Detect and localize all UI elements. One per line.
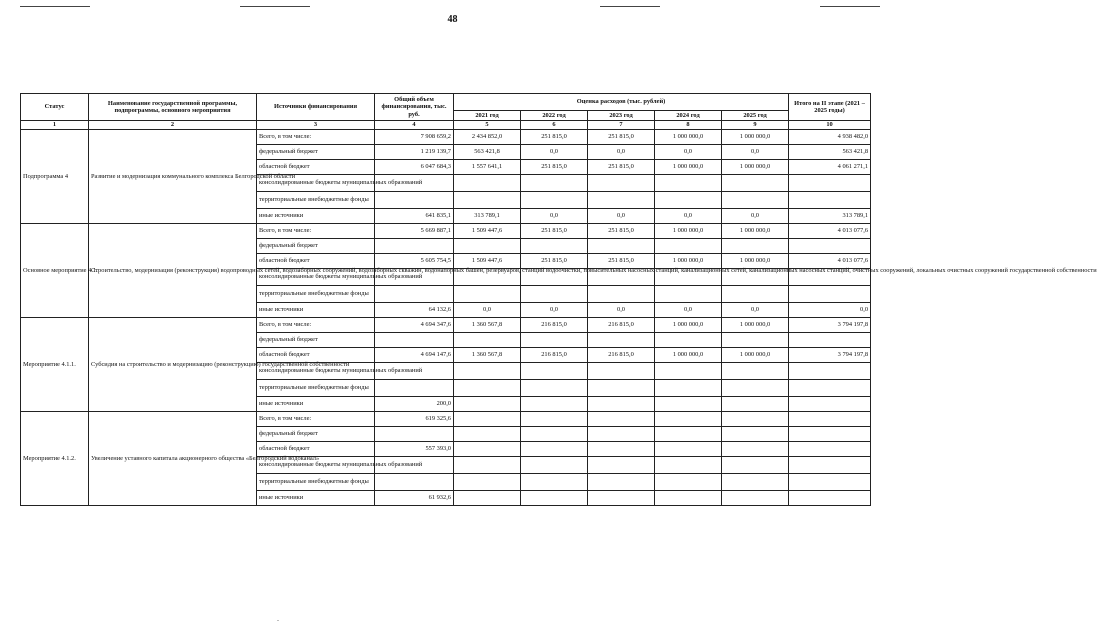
funding-source: консолидированные бюджеты муниципальных образований xyxy=(257,457,375,474)
amount-cell: 3 794 197,8 xyxy=(789,348,871,363)
amount-cell xyxy=(789,412,871,427)
amount-cell: 0,0 xyxy=(454,303,521,318)
amount-cell xyxy=(789,363,871,380)
amount-cell xyxy=(588,286,655,303)
row-name: Строительство, модернизация (реконструкция) водопроводных сетей, водозаборных сооружений, водозаборных скважин, водонапорных башен, резервуаров, станций водоочистки, повысительных насосных станций, канализационных сетей, канализационных насосных станций, очистных сооружений, локальных очистных сооружений государственной собственности xyxy=(89,224,257,318)
amount-cell: 61 932,6 xyxy=(375,491,454,506)
amount-cell xyxy=(588,239,655,254)
amount-cell xyxy=(722,175,789,192)
amount-cell: 216 815,0 xyxy=(588,318,655,333)
amount-cell xyxy=(375,286,454,303)
amount-cell xyxy=(655,192,722,209)
amount-cell: 0,0 xyxy=(722,303,789,318)
amount-cell xyxy=(655,363,722,380)
amount-cell: 4 061 271,1 xyxy=(789,160,871,175)
table-row xyxy=(21,318,871,333)
table-row xyxy=(21,412,871,427)
column-number: 6 xyxy=(521,121,588,130)
amount-cell xyxy=(375,427,454,442)
amount-cell: 1 000 000,0 xyxy=(722,160,789,175)
funding-source: федеральный бюджет xyxy=(257,239,375,254)
amount-cell: 1 000 000,0 xyxy=(722,130,789,145)
amount-cell xyxy=(521,474,588,491)
amount-cell xyxy=(722,474,789,491)
amount-cell xyxy=(722,239,789,254)
amount-cell xyxy=(588,427,655,442)
scan-artifact-line xyxy=(600,6,660,7)
amount-cell xyxy=(655,333,722,348)
amount-cell xyxy=(521,457,588,474)
funding-source: областной бюджет xyxy=(257,348,375,363)
row-status: Мероприятие 4.1.1. xyxy=(21,318,89,412)
amount-cell: 7 908 659,2 xyxy=(375,130,454,145)
amount-cell xyxy=(454,175,521,192)
amount-cell: 1 000 000,0 xyxy=(722,348,789,363)
funding-source: областной бюджет xyxy=(257,254,375,269)
amount-cell xyxy=(454,427,521,442)
amount-cell xyxy=(789,380,871,397)
amount-cell xyxy=(722,363,789,380)
column-number: 5 xyxy=(454,121,521,130)
amount-cell: 251 815,0 xyxy=(588,160,655,175)
row-name: Увеличение уставного капитала акционерного общества «Белгородский водоканал» xyxy=(89,412,257,506)
amount-cell: 64 132,6 xyxy=(375,303,454,318)
amount-cell xyxy=(454,363,521,380)
amount-cell: 0,0 xyxy=(722,145,789,160)
amount-cell xyxy=(722,442,789,457)
amount-cell: 216 815,0 xyxy=(521,348,588,363)
funding-source: федеральный бюджет xyxy=(257,145,375,160)
amount-cell: 1 509 447,6 xyxy=(454,254,521,269)
amount-cell: 251 815,0 xyxy=(521,254,588,269)
amount-cell: 641 835,1 xyxy=(375,209,454,224)
amount-cell xyxy=(521,192,588,209)
amount-cell xyxy=(789,442,871,457)
amount-cell: 1 000 000,0 xyxy=(655,130,722,145)
amount-cell: 251 815,0 xyxy=(588,254,655,269)
amount-cell xyxy=(789,333,871,348)
amount-cell: 0,0 xyxy=(655,303,722,318)
amount-cell xyxy=(655,427,722,442)
funding-source: территориальные внебюджетные фонды xyxy=(257,474,375,491)
funding-source: консолидированные бюджеты муниципальных образований xyxy=(257,269,375,286)
amount-cell: 0,0 xyxy=(521,145,588,160)
amount-cell: 1 509 447,6 xyxy=(454,224,521,239)
amount-cell: 251 815,0 xyxy=(521,224,588,239)
amount-cell: 0,0 xyxy=(588,209,655,224)
amount-cell xyxy=(588,412,655,427)
amount-cell: 0,0 xyxy=(655,209,722,224)
header-status: Статус xyxy=(21,94,89,121)
funding-source: федеральный бюджет xyxy=(257,427,375,442)
header-estimate: Оценка расходов (тыс. рублей) xyxy=(454,94,789,111)
amount-cell xyxy=(588,363,655,380)
amount-cell xyxy=(655,474,722,491)
amount-cell: 1 360 567,8 xyxy=(454,348,521,363)
column-number: 1 xyxy=(21,121,89,130)
amount-cell xyxy=(722,491,789,506)
amount-cell xyxy=(789,457,871,474)
stray-mark: . xyxy=(277,614,279,623)
amount-cell xyxy=(789,474,871,491)
amount-cell: 557 393,0 xyxy=(375,442,454,457)
amount-cell xyxy=(521,380,588,397)
amount-cell: 216 815,0 xyxy=(588,348,655,363)
column-number: 7 xyxy=(588,121,655,130)
amount-cell xyxy=(722,286,789,303)
column-number: 8 xyxy=(655,121,722,130)
amount-cell xyxy=(454,286,521,303)
amount-cell: 1 557 641,1 xyxy=(454,160,521,175)
amount-cell xyxy=(789,286,871,303)
amount-cell: 0,0 xyxy=(789,303,871,318)
amount-cell: 5 605 754,5 xyxy=(375,254,454,269)
row-name: Субсидия на строительство и модернизацию (реконструкцию) государственной собственности xyxy=(89,318,257,412)
amount-cell xyxy=(588,442,655,457)
funding-source: Всего, в том числе: xyxy=(257,412,375,427)
amount-cell: 5 669 887,1 xyxy=(375,224,454,239)
amount-cell: 0,0 xyxy=(588,303,655,318)
amount-cell: 0,0 xyxy=(521,303,588,318)
amount-cell xyxy=(588,397,655,412)
amount-cell xyxy=(588,333,655,348)
amount-cell xyxy=(375,239,454,254)
amount-cell: 1 360 567,8 xyxy=(454,318,521,333)
amount-cell xyxy=(454,397,521,412)
amount-cell: 619 325,6 xyxy=(375,412,454,427)
amount-cell xyxy=(655,397,722,412)
amount-cell xyxy=(655,239,722,254)
amount-cell xyxy=(454,442,521,457)
amount-cell: 0,0 xyxy=(722,209,789,224)
scan-artifact-line xyxy=(820,6,880,7)
amount-cell: 4 694 147,6 xyxy=(375,348,454,363)
amount-cell xyxy=(521,286,588,303)
amount-cell xyxy=(722,397,789,412)
amount-cell xyxy=(655,457,722,474)
amount-cell xyxy=(588,380,655,397)
amount-cell xyxy=(588,175,655,192)
amount-cell xyxy=(521,427,588,442)
amount-cell: 3 794 197,8 xyxy=(789,318,871,333)
header-stage-total: Итого на II этапе (2021 – 2025 годы) xyxy=(789,94,871,121)
amount-cell: 313 789,1 xyxy=(454,209,521,224)
amount-cell: 1 000 000,0 xyxy=(655,348,722,363)
amount-cell xyxy=(454,380,521,397)
amount-cell xyxy=(722,333,789,348)
amount-cell: 2 434 852,0 xyxy=(454,130,521,145)
amount-cell: 313 789,1 xyxy=(789,209,871,224)
amount-cell: 4 013 077,6 xyxy=(789,254,871,269)
amount-cell xyxy=(454,457,521,474)
row-status: Основное мероприятие 4.1. xyxy=(21,224,89,318)
funding-source: Всего, в том числе: xyxy=(257,318,375,333)
amount-cell: 0,0 xyxy=(655,145,722,160)
column-number: 4 xyxy=(375,121,454,130)
amount-cell xyxy=(789,427,871,442)
amount-cell xyxy=(521,239,588,254)
amount-cell xyxy=(655,286,722,303)
funding-source: иные источники xyxy=(257,397,375,412)
amount-cell xyxy=(454,474,521,491)
table-row xyxy=(21,130,871,145)
amount-cell: 4 013 077,6 xyxy=(789,224,871,239)
amount-cell xyxy=(454,412,521,427)
header-year: 2025 год xyxy=(722,111,789,121)
amount-cell xyxy=(655,380,722,397)
amount-cell: 200,0 xyxy=(375,397,454,412)
amount-cell xyxy=(454,333,521,348)
amount-cell: 251 815,0 xyxy=(521,160,588,175)
table-row xyxy=(21,224,871,239)
row-name: Развитие и модернизация коммунального комплекса Белгородской области xyxy=(89,130,257,224)
amount-cell: 251 815,0 xyxy=(588,224,655,239)
amount-cell xyxy=(588,457,655,474)
funding-source: областной бюджет xyxy=(257,160,375,175)
amount-cell: 1 000 000,0 xyxy=(722,318,789,333)
amount-cell xyxy=(655,175,722,192)
table-body xyxy=(21,130,1097,506)
amount-cell: 6 047 684,3 xyxy=(375,160,454,175)
header-total: Общий объем финансирования, тыс. руб. xyxy=(375,94,454,121)
amount-cell: 563 421,8 xyxy=(454,145,521,160)
page-number: 48 xyxy=(447,14,458,25)
amount-cell xyxy=(454,239,521,254)
amount-cell xyxy=(722,380,789,397)
funding-source: Всего, в том числе: xyxy=(257,224,375,239)
amount-cell: 4 694 347,6 xyxy=(375,318,454,333)
funding-source: консолидированные бюджеты муниципальных образований xyxy=(257,175,375,192)
amount-cell: 1 000 000,0 xyxy=(722,224,789,239)
column-number: 3 xyxy=(257,121,375,130)
amount-cell: 1 000 000,0 xyxy=(655,224,722,239)
scan-artifact-line xyxy=(20,6,90,7)
amount-cell: 1 000 000,0 xyxy=(655,318,722,333)
amount-cell: 1 219 139,7 xyxy=(375,145,454,160)
amount-cell xyxy=(722,192,789,209)
amount-cell xyxy=(521,442,588,457)
header-name: Наименование государственной программы, подпрограммы, основного мероприятия xyxy=(89,94,257,121)
column-number: 10 xyxy=(789,121,871,130)
funding-source: иные источники xyxy=(257,303,375,318)
scan-artifact-line xyxy=(240,6,310,7)
header-year: 2023 год xyxy=(588,111,655,121)
amount-cell xyxy=(521,491,588,506)
amount-cell xyxy=(722,457,789,474)
amount-cell: 563 421,8 xyxy=(789,145,871,160)
amount-cell: 1 000 000,0 xyxy=(655,254,722,269)
amount-cell xyxy=(375,474,454,491)
amount-cell xyxy=(588,474,655,491)
funding-source: федеральный бюджет xyxy=(257,333,375,348)
amount-cell xyxy=(521,333,588,348)
funding-source: консолидированные бюджеты муниципальных образований xyxy=(257,363,375,380)
funding-source: территориальные внебюджетные фонды xyxy=(257,286,375,303)
amount-cell xyxy=(588,491,655,506)
column-number: 9 xyxy=(722,121,789,130)
column-number: 2 xyxy=(89,121,257,130)
amount-cell: 251 815,0 xyxy=(521,130,588,145)
amount-cell xyxy=(375,380,454,397)
funding-source: территориальные внебюджетные фонды xyxy=(257,192,375,209)
funding-source: Всего, в том числе: xyxy=(257,130,375,145)
amount-cell: 251 815,0 xyxy=(588,130,655,145)
funding-source: иные источники xyxy=(257,491,375,506)
amount-cell: 1 000 000,0 xyxy=(655,160,722,175)
funding-source: территориальные внебюджетные фонды xyxy=(257,380,375,397)
amount-cell xyxy=(588,192,655,209)
amount-cell xyxy=(722,412,789,427)
amount-cell: 0,0 xyxy=(521,209,588,224)
amount-cell: 0,0 xyxy=(588,145,655,160)
funding-source: иные источники xyxy=(257,209,375,224)
amount-cell xyxy=(521,397,588,412)
amount-cell: 1 000 000,0 xyxy=(722,254,789,269)
funding-source: областной бюджет xyxy=(257,442,375,457)
amount-cell xyxy=(454,192,521,209)
row-status: Мероприятие 4.1.2. xyxy=(21,412,89,506)
header-year: 2024 год xyxy=(655,111,722,121)
amount-cell xyxy=(521,363,588,380)
amount-cell xyxy=(521,175,588,192)
amount-cell xyxy=(722,427,789,442)
row-status: Подпрограмма 4 xyxy=(21,130,89,224)
amount-cell xyxy=(655,442,722,457)
amount-cell: 4 938 482,0 xyxy=(789,130,871,145)
amount-cell xyxy=(789,192,871,209)
header-source: Источники финансирования xyxy=(257,94,375,121)
amount-cell xyxy=(789,175,871,192)
expenditure-table xyxy=(20,93,1097,506)
amount-cell xyxy=(789,397,871,412)
amount-cell xyxy=(655,412,722,427)
amount-cell xyxy=(521,412,588,427)
header-year: 2021 год xyxy=(454,111,521,121)
amount-cell xyxy=(375,333,454,348)
amount-cell xyxy=(375,192,454,209)
amount-cell xyxy=(454,491,521,506)
amount-cell: 216 815,0 xyxy=(521,318,588,333)
amount-cell xyxy=(789,491,871,506)
header-year: 2022 год xyxy=(521,111,588,121)
amount-cell xyxy=(789,239,871,254)
amount-cell xyxy=(655,491,722,506)
